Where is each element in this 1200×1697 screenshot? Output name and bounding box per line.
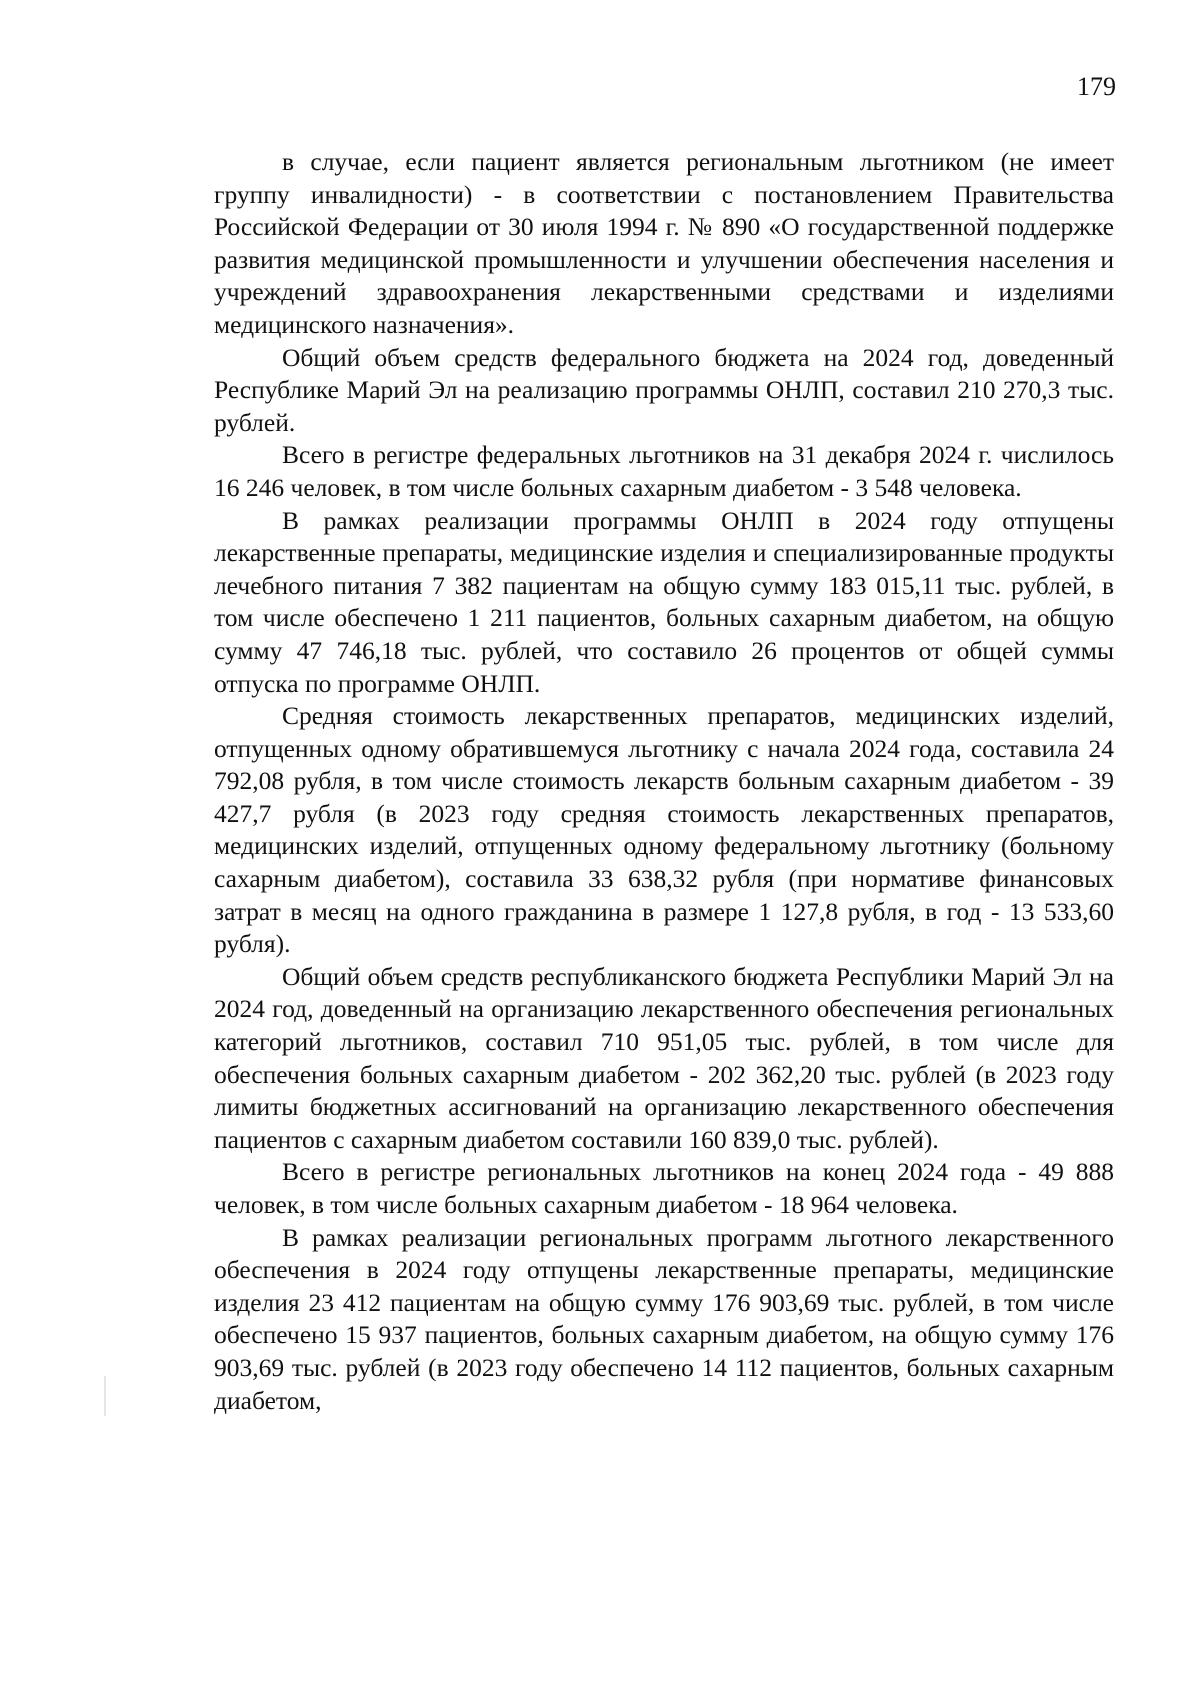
paragraph-regional-dispensing: В рамках реализации региональных программ льготного лекарственного обеспечения в 2024 году отпущены лекарственные препараты, медицинские изделия 23 412 пациентам на общую сумму 176 903,69 тыс. рублей, в том числе обеспечено 15 937 пациентов, больных сахарным диабетом, на общую сумму 176 903,69 тыс. рублей (в 2023 году обеспечено 14 112 пациентов, больных сахарным диабетом, — [214, 1222, 1114, 1415]
page-number: 179 — [1077, 72, 1116, 101]
scan-artifact — [104, 1376, 106, 1416]
document-body — [214, 146, 1114, 1417]
paragraph-continuation: в случае, если пациент является региональным льготником (не имеет группу инвалидности) - в соответствии с постановлением Правительства Российской Федерации от 30 июля 1994 г. № 890 «О государственной поддержке развития медицинской промышленности и улучшении обеспечения населения и учреждений здравоохранения лекарственными средствами и изделиями медицинского назначения». — [214, 147, 1114, 339]
paragraph-federal-budget: Общий объем средств федерального бюджета на 2024 год, доведенный Республике Марий Эл на реализацию программы ОНЛП, составил 210 270,3 тыс. рублей. — [214, 342, 1114, 437]
paragraph-average-cost: Средняя стоимость лекарственных препаратов, медицинских изделий, отпущенных одному обратившемуся льготнику с начала 2024 года, составила 24 792,08 рубля, в том числе стоимость лекарств больным сахарным диабетом - 39 427,7 рубля (в 2023 году средняя стоимость лекарственных препаратов, медицинских изделий, отпущенных одному федеральному льготнику (больному сахарным диабетом), составила 33 638,32 рубля (при нормативе финансовых затрат в месяц на одного гражданина в размере 1 127,8 рубля, в год - 13 533,60 рубля). — [214, 701, 1114, 959]
paragraph-onlp-dispensing: В рамках реализации программы ОНЛП в 2024 году отпущены лекарственные препараты, медицинские изделия и специализированные продукты лечебного питания 7 382 пациентам на общую сумму 183 015,11 тыс. рублей, в том числе обеспечено 1 211 пациентов, больных сахарным диабетом, на общую сумму 47 746,18 тыс. рублей, что составило 26 процентов от общей суммы отпуска по программе ОНЛП. — [214, 505, 1114, 698]
paragraph-federal-register: Всего в регистре федеральных льготников на 31 декабря 2024 г. числилось 16 246 человек, в том числе больных сахарным диабетом - 3 548 человека. — [214, 440, 1114, 502]
paragraph-regional-register: Всего в регистре региональных льготников на конец 2024 года - 49 888 человек, в том числе больных сахарным диабетом - 18 964 человека. — [214, 1157, 1114, 1219]
paragraph-republican-budget: Общий объем средств республиканского бюджета Республики Марий Эл на 2024 год, доведенный на организацию лекарственного обеспечения региональных категорий льготников, составил 710 951,05 тыс. рублей, в том числе для обеспечения больных сахарным диабетом - 202 362,20 тыс. рублей (в 2023 году лимиты бюджетных ассигнований на организацию лекарственного обеспечения пациентов с сахарным диабетом составили 160 839,0 тыс. рублей). — [214, 961, 1114, 1154]
